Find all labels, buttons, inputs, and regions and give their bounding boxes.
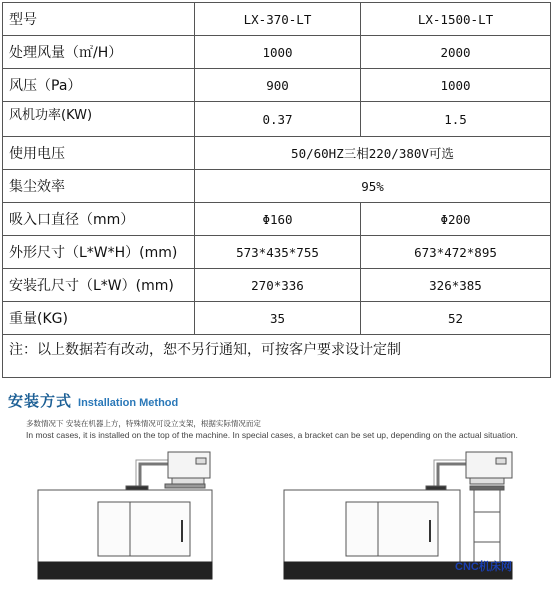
row-value-a: 270*336 xyxy=(195,269,361,302)
row-value-a: Φ160 xyxy=(195,203,361,236)
table-row xyxy=(3,302,551,335)
row-label: 风压（Pa） xyxy=(3,69,195,102)
table-row xyxy=(3,69,551,102)
row-value-a: 900 xyxy=(195,69,361,102)
row-value-merged: 95% xyxy=(195,170,551,203)
row-label: 风机功率(KW) xyxy=(3,102,195,137)
table-note-row xyxy=(3,335,551,378)
row-value-b: 1000 xyxy=(361,69,551,102)
installation-title-en: Installation Method xyxy=(78,397,179,409)
row-value-merged: 50/60HZ三相220/380V可选 xyxy=(195,137,551,170)
row-label: 集尘效率 xyxy=(3,170,195,203)
row-label: 使用电压 xyxy=(3,137,195,170)
table-note: 注：以上数据若有改动，恕不另行通知，可按客户要求设计定制 xyxy=(3,335,551,378)
table-row xyxy=(3,36,551,69)
row-value-b: 1.5 xyxy=(361,102,551,137)
spec-table xyxy=(2,2,551,378)
table-row xyxy=(3,236,551,269)
row-value-a: 1000 xyxy=(195,36,361,69)
row-label: 外形尺寸（L*W*H）(mm) xyxy=(3,236,195,269)
model-a-header: LX-370-LT xyxy=(195,3,361,36)
row-label: 处理风量（㎡/H） xyxy=(3,36,195,69)
row-value-a: 35 xyxy=(195,302,361,335)
installation-title xyxy=(8,390,178,411)
row-value-b: Φ200 xyxy=(361,203,551,236)
row-value-b: 326*385 xyxy=(361,269,551,302)
installation-title-zh: 安装方式 xyxy=(8,392,73,410)
row-value-a: 0.37 xyxy=(195,102,361,137)
row-value-b: 673*472*895 xyxy=(361,236,551,269)
row-value-b: 52 xyxy=(361,302,551,335)
table-row xyxy=(3,203,551,236)
row-value-b: 2000 xyxy=(361,36,551,69)
table-row xyxy=(3,269,551,302)
table-row xyxy=(3,137,551,170)
table-row xyxy=(3,102,551,137)
header-label: 型号 xyxy=(3,3,195,36)
model-b-header: LX-1500-LT xyxy=(361,3,551,36)
watermark-text: CNC机床网 xyxy=(455,561,512,573)
row-label: 重量(KG) xyxy=(3,302,195,335)
row-label: 安装孔尺寸（L*W）(mm) xyxy=(3,269,195,302)
row-value-a: 573*435*755 xyxy=(195,236,361,269)
machine-top-mount-illustration xyxy=(38,452,212,579)
installation-desc-en: In most cases, it is installed on the top of the machine. In special cases, a bracket can be set up, depending on the actual situation. xyxy=(26,430,518,440)
table-header-row xyxy=(3,3,551,36)
installation-desc-zh: 多数情况下 安装在机器上方，特殊情况可设立支架，根据实际情况而定 xyxy=(26,419,261,428)
row-label: 吸入口直径（mm） xyxy=(3,203,195,236)
table-row xyxy=(3,170,551,203)
